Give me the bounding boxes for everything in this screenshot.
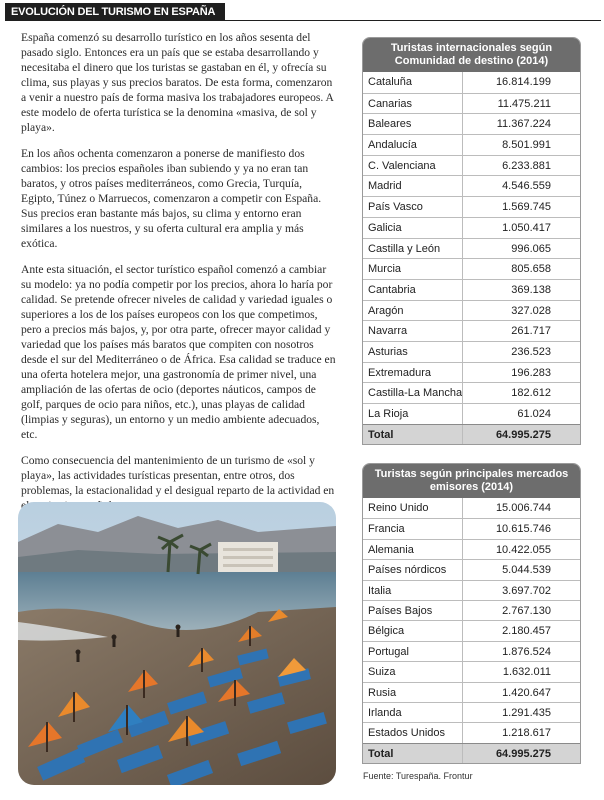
table-row bbox=[363, 403, 580, 424]
table-row bbox=[363, 113, 580, 134]
table-source-markets bbox=[362, 463, 581, 764]
article-paragraph-1: España comenzó su desarrollo turístico en los años sesenta del pasado siglo. Entonces era un país que se estaba desarrollando y necesitaba el dinero que los turistas se gastaban en él, y ofrecía su clima, sus playas y sus precios baratos. De esta forma, comenzaron a venir a nuestro país de forma masiva los trabajadores europeos. A este modelo de oferta turística se la denomina «masiva, de sol y playa». bbox=[21, 31, 334, 134]
row-name: Países Bajos bbox=[363, 601, 463, 620]
table-destination-regions bbox=[362, 37, 581, 445]
table-row bbox=[363, 600, 580, 620]
table-row bbox=[363, 518, 580, 538]
table-row bbox=[363, 661, 580, 681]
row-value: 5.044.539 bbox=[502, 564, 551, 577]
row-name: C. Valenciana bbox=[363, 156, 463, 176]
table-row bbox=[363, 175, 580, 196]
article-paragraph-3: Ante esta situación, el sector turístico español comenzó a cambiar su modelo: ya no podía competir por los precios, ahora lo haría por calidad. Se pretende ofrecer niveles de calidad y variedad iguales o superiores a los de los países europeos con los que competimos, pero a precios más bajos, y, por otra parte, ofrecer mayor calidad y variedad que los países más baratos que compiten con nosotros desde el sur del Mediterráneo o de África. Esa calidad se traduce en una oferta hotelera mejor, una gastronomía de primer nivel, una ampliación de las ofertas de ocio (deportes náuticos, campos de golf, parques de ocio para niños, etc.), unas playas de calidad (limpias y seguras), un entorno y un medio ambiente adecuados, etc. bbox=[21, 263, 336, 441]
article-paragraph-2: En los años ochenta comenzaron a ponerse de manifiesto dos cambios: los precios españoles iban subiendo y ya no eran tan baratos, y otros países mediterráneos, como Grecia, Turquía, Egipto, Túnez o Marruecos, comenzaron a competir con España. Sus precios eran bastante más bajos, su clima y entorno eran similares a los nuestros, y su oferta cultural era amplia y más exótica. bbox=[21, 147, 322, 250]
row-value: 1.291.435 bbox=[502, 706, 551, 719]
row-name: La Rioja bbox=[363, 404, 463, 424]
table-row bbox=[363, 93, 580, 114]
row-name: Galicia bbox=[363, 218, 463, 238]
table-row bbox=[363, 134, 580, 155]
row-name: Asturias bbox=[363, 342, 463, 362]
table-row bbox=[363, 320, 580, 341]
table-row bbox=[363, 238, 580, 259]
table-body bbox=[363, 72, 580, 424]
row-value: 4.546.559 bbox=[502, 180, 551, 193]
header-divider bbox=[5, 20, 601, 21]
row-value: 15.006.744 bbox=[495, 502, 551, 514]
table-row bbox=[363, 682, 580, 702]
table-row bbox=[363, 641, 580, 661]
row-value: 996.065 bbox=[511, 242, 551, 255]
row-value: 11.367.224 bbox=[496, 118, 551, 131]
row-name: Aragón bbox=[363, 301, 463, 321]
section-title: EVOLUCIÓN DEL TURISMO EN ESPAÑA bbox=[5, 3, 225, 21]
row-value: 2.767.130 bbox=[502, 604, 551, 617]
table-row bbox=[363, 498, 580, 518]
row-name: Navarra bbox=[363, 321, 463, 341]
row-value: 11.475.211 bbox=[497, 97, 551, 110]
table-total-row bbox=[363, 743, 580, 763]
table-total-row bbox=[363, 424, 580, 445]
total-label: Total bbox=[363, 425, 463, 445]
row-name: Murcia bbox=[363, 259, 463, 279]
table-body bbox=[363, 498, 580, 743]
row-name: Cataluña bbox=[363, 72, 463, 93]
table-row bbox=[363, 279, 580, 300]
row-name: Reino Unido bbox=[363, 498, 463, 518]
row-name: Irlanda bbox=[363, 703, 463, 722]
table-row bbox=[363, 217, 580, 238]
row-value: 8.501.991 bbox=[502, 139, 551, 152]
row-value: 182.612 bbox=[511, 387, 551, 400]
row-value: 6.233.881 bbox=[502, 159, 551, 172]
row-value: 10.615.746 bbox=[495, 523, 551, 536]
row-value: 61.024 bbox=[517, 408, 551, 420]
table-row bbox=[363, 258, 580, 279]
row-name: Rusia bbox=[363, 683, 463, 702]
table-row bbox=[363, 539, 580, 559]
table-row bbox=[363, 722, 580, 742]
row-value: 1.569.745 bbox=[502, 201, 551, 214]
table-row bbox=[363, 580, 580, 600]
row-name: Suiza bbox=[363, 662, 463, 681]
row-name: Castilla y León bbox=[363, 239, 463, 259]
article-paragraph-4: Como consecuencia del mantenimiento de un turismo de «sol y playa», las actividades turísticas presentan, entre otros, dos problemas, la estacionalidad y el desigual reparto de la actividad en bbox=[21, 454, 335, 497]
row-name: Portugal bbox=[363, 642, 463, 661]
row-value: 1.632.011 bbox=[502, 666, 551, 679]
table-title: Turistas internacionales según Comunidad de destino (2014) bbox=[363, 38, 580, 72]
row-name: Canarias bbox=[363, 94, 463, 114]
total-value: 64.995.275 bbox=[495, 747, 551, 760]
row-value: 1.218.617 bbox=[502, 727, 551, 740]
total-label: Total bbox=[363, 744, 463, 763]
row-name: Cantabria bbox=[363, 280, 463, 300]
table-row bbox=[363, 72, 580, 93]
row-value: 16.814.199 bbox=[495, 76, 551, 88]
row-value: 1.420.647 bbox=[502, 686, 551, 699]
row-value: 10.422.055 bbox=[495, 543, 551, 556]
row-value: 327.028 bbox=[511, 304, 551, 317]
table-row bbox=[363, 155, 580, 176]
row-name: Francia bbox=[363, 519, 463, 538]
table-title: Turistas según principales mercados emisores (2014) bbox=[363, 464, 580, 498]
row-name: Extremadura bbox=[363, 363, 463, 383]
table-row bbox=[363, 382, 580, 403]
table-row bbox=[363, 702, 580, 722]
row-value: 369.138 bbox=[511, 283, 551, 296]
source-note: Fuente: Turespaña. Frontur bbox=[363, 771, 473, 781]
row-name: Bélgica bbox=[363, 621, 463, 640]
row-value: 2.180.457 bbox=[502, 625, 551, 638]
table-row bbox=[363, 620, 580, 640]
row-name: Baleares bbox=[363, 114, 463, 134]
row-name: Alemania bbox=[363, 540, 463, 559]
table-row bbox=[363, 559, 580, 579]
row-name: Países nórdicos bbox=[363, 560, 463, 579]
table-row bbox=[363, 341, 580, 362]
table-row bbox=[363, 362, 580, 383]
article-text bbox=[21, 30, 337, 524]
row-name: Castilla-La Mancha bbox=[363, 383, 463, 403]
row-name: Estados Unidos bbox=[363, 723, 463, 742]
row-name: Andalucía bbox=[363, 135, 463, 155]
row-value: 805.658 bbox=[511, 263, 551, 276]
table-row bbox=[363, 300, 580, 321]
beach-photo bbox=[18, 502, 336, 785]
row-name: Madrid bbox=[363, 176, 463, 196]
row-value: 1.050.417 bbox=[502, 221, 551, 234]
row-value: 1.876.524 bbox=[502, 645, 551, 658]
row-name: Italia bbox=[363, 581, 463, 600]
row-value: 196.283 bbox=[511, 366, 551, 379]
total-value: 64.995.275 bbox=[495, 428, 551, 441]
table-row bbox=[363, 196, 580, 217]
row-value: 3.697.702 bbox=[502, 584, 551, 597]
row-value: 261.717 bbox=[511, 325, 551, 338]
row-name: País Vasco bbox=[363, 197, 463, 217]
row-value: 236.523 bbox=[511, 345, 551, 358]
